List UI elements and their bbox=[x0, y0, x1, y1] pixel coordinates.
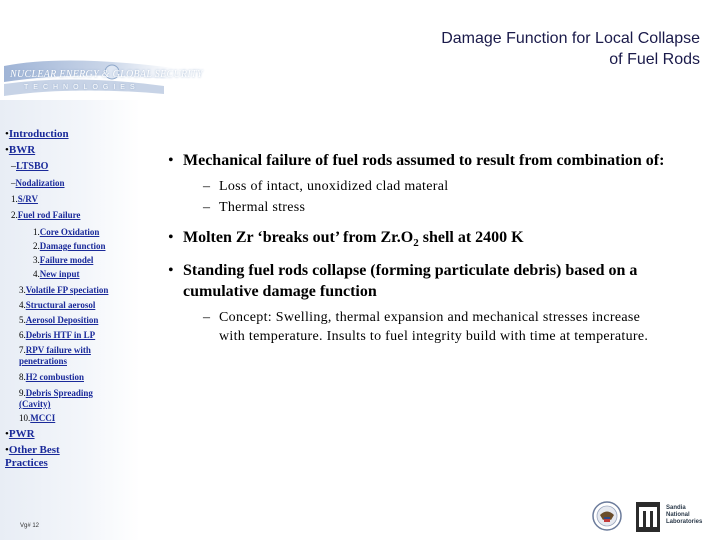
nav-number: 9. bbox=[19, 388, 26, 398]
nav-item-introduction: •Introduction bbox=[5, 128, 69, 140]
nav-number: 4. bbox=[19, 300, 26, 310]
nav-link-srv[interactable]: S/RV bbox=[17, 194, 38, 204]
nav-item-fuel-rod-failure bbox=[11, 209, 127, 221]
nav-number: 8. bbox=[19, 372, 26, 382]
nav-item-structural-aerosol bbox=[19, 300, 127, 311]
nav-link-mcci[interactable]: MCCI bbox=[30, 413, 56, 423]
dash-icon: – bbox=[203, 200, 211, 215]
nav-link-new-input[interactable]: New input bbox=[39, 269, 80, 279]
nav-item-nodalization: –Nodalization bbox=[11, 178, 65, 188]
sidebar-nav bbox=[5, 128, 127, 473]
nav-link-structural-aerosol[interactable]: Structural aerosol bbox=[25, 300, 96, 310]
nav-item-mcci bbox=[19, 413, 127, 424]
nav-item-pwr: •PWR bbox=[5, 428, 35, 440]
bullet-text: Molten Zr ‘breaks out’ from Zr.O bbox=[183, 229, 414, 246]
bullet-item bbox=[168, 227, 688, 254]
nav-item-debris-spreading bbox=[19, 388, 119, 410]
dash-icon: – bbox=[203, 310, 211, 326]
nav-number: 5. bbox=[19, 315, 26, 325]
nav-link-ltsbo[interactable]: LTSBO bbox=[16, 161, 49, 172]
nav-item-volatile-fp bbox=[19, 285, 109, 296]
nav-number: 2. bbox=[11, 210, 18, 220]
nav-link-damage-function[interactable]: Damage function bbox=[39, 241, 106, 251]
sub-bullet-text: Loss of intact, unoxidized clad materal bbox=[219, 179, 449, 194]
nuclear-energy-logo bbox=[4, 58, 203, 98]
logo-subtitle: TECHNOLOGIES bbox=[24, 84, 140, 91]
nav-link-rpv-failure[interactable]: RPV failure with penetrations bbox=[19, 345, 91, 366]
nav-item-core-oxidation bbox=[33, 227, 127, 238]
bullet-dot-icon: • bbox=[168, 262, 174, 280]
nav-item-h2-combustion bbox=[19, 372, 127, 383]
bullet-text-end: shell at 2400 K bbox=[418, 229, 524, 246]
bullet-item bbox=[168, 150, 688, 171]
nav-link-pwr[interactable]: PWR bbox=[8, 428, 35, 440]
sidebar-nav-panel bbox=[0, 100, 140, 540]
nav-link-fuel-rod-failure[interactable]: Fuel rod Failure bbox=[17, 210, 81, 220]
subscript-text: 2 bbox=[413, 237, 419, 250]
nav-item-debris-htf bbox=[19, 330, 127, 341]
nav-link-debris-spreading[interactable]: Debris Spreading (Cavity) bbox=[19, 388, 93, 409]
slide-title-line2: of Fuel Rods bbox=[609, 51, 700, 68]
sandia-logo-text bbox=[666, 505, 702, 526]
footer-logos bbox=[592, 497, 712, 537]
nav-link-aerosol-deposition[interactable]: Aerosol Deposition bbox=[25, 315, 99, 325]
bullet-dot-icon: • bbox=[168, 152, 174, 169]
nav-item-other-best-practices: •Other Best Practices bbox=[5, 444, 60, 469]
nav-link-introduction[interactable]: Introduction bbox=[8, 128, 69, 140]
sub-bullet-item bbox=[168, 308, 659, 346]
sandia-logo-icon bbox=[636, 502, 660, 532]
sandia-logo-line: National bbox=[666, 512, 690, 518]
nav-number: 1. bbox=[11, 194, 18, 204]
nav-link-debris-htf[interactable]: Debris HTF in LP bbox=[25, 330, 96, 340]
nav-number: 3. bbox=[19, 285, 26, 295]
nav-link-failure-model[interactable]: Failure model bbox=[39, 255, 94, 265]
nav-number: 7. bbox=[19, 345, 26, 355]
page-number-label: Vg# 12 bbox=[20, 523, 40, 529]
nav-number: 6. bbox=[19, 330, 26, 340]
dash-icon: – bbox=[203, 179, 211, 194]
sandia-logo-line: Sandia bbox=[666, 505, 686, 511]
sub-bullet-text: Concept: Swelling, thermal expansion and mechanical stresses increase with temperature. Insults to fuel integrity build with time at temperature. bbox=[219, 310, 649, 345]
sub-bullet-item bbox=[168, 177, 688, 196]
nav-number: 10. bbox=[19, 413, 31, 423]
logo-title: NUCLEAR ENERGY & GLOBAL SECURITY bbox=[10, 69, 203, 80]
bullet-text: Standing fuel rods collapse (forming particulate debris) based on a cumulative damage function bbox=[183, 262, 638, 301]
nav-item-ltsbo: –LTSBO bbox=[11, 161, 49, 172]
nav-link-core-oxidation[interactable]: Core Oxidation bbox=[39, 227, 100, 237]
nav-number: 4. bbox=[33, 269, 40, 279]
bullet-dot-icon: • bbox=[168, 229, 174, 246]
sub-bullet-item bbox=[168, 198, 688, 217]
nav-link-volatile-fp[interactable]: Volatile FP speciation bbox=[25, 285, 109, 295]
sub-bullet-text: Thermal stress bbox=[219, 200, 306, 215]
bullet-text: Mechanical failure of fuel rods assumed to result from combination of: bbox=[183, 152, 665, 169]
slide-header bbox=[0, 0, 720, 100]
nav-item-damage-function bbox=[33, 241, 127, 252]
nav-item-srv bbox=[11, 193, 127, 205]
slide-title bbox=[340, 28, 700, 70]
nav-item-rpv-failure bbox=[19, 345, 115, 367]
nav-link-h2-combustion[interactable]: H2 combustion bbox=[25, 372, 85, 382]
nav-link-nodalization[interactable]: Nodalization bbox=[15, 178, 65, 188]
nav-link-other-best-practices[interactable]: Other Best Practices bbox=[5, 444, 60, 469]
nav-item-bwr: •BWR bbox=[5, 144, 36, 156]
nav-number: 2. bbox=[33, 241, 40, 251]
slide-body bbox=[168, 150, 688, 348]
nav-item-failure-model bbox=[33, 255, 127, 266]
nav-link-bwr[interactable]: BWR bbox=[8, 144, 36, 156]
sandia-logo-line: Laboratories bbox=[666, 519, 703, 525]
nav-number: 1. bbox=[33, 227, 40, 237]
slide-title-line1: Damage Function for Local Collapse bbox=[441, 30, 700, 47]
nav-item-new-input bbox=[33, 269, 127, 280]
nav-number: 3. bbox=[33, 255, 40, 265]
doe-seal-icon bbox=[592, 499, 622, 533]
bullet-item bbox=[168, 260, 688, 302]
nav-item-aerosol-deposition bbox=[19, 315, 127, 326]
